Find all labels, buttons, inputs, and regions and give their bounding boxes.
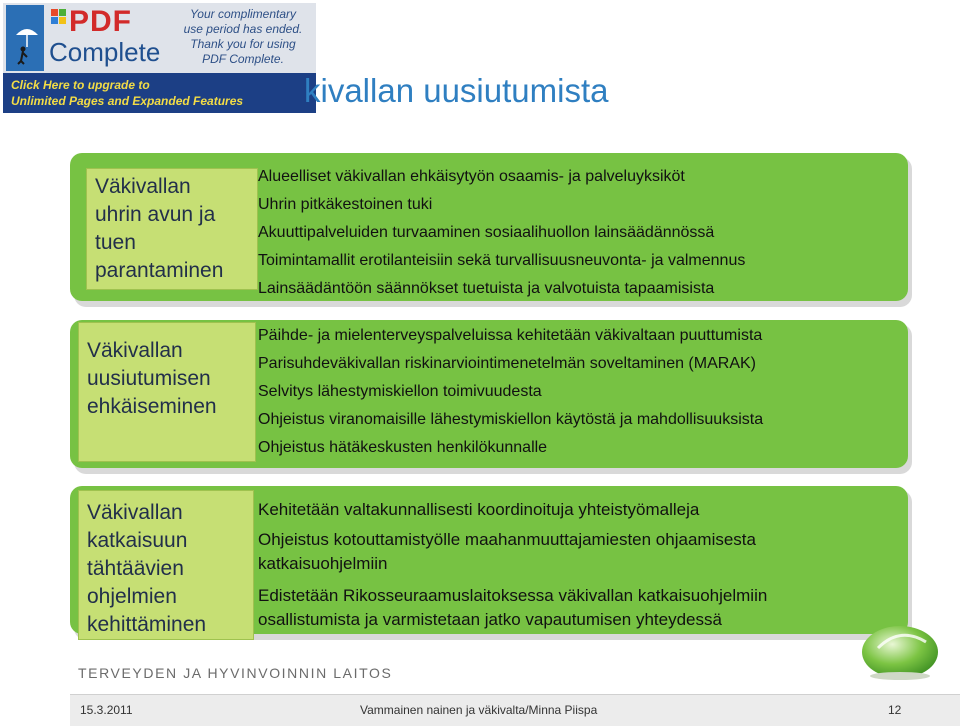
section-items-3 — [258, 498, 767, 632]
organization-name: TERVEYDEN JA HYVINVOINNIN LAITOS — [78, 665, 393, 681]
section-label-1 — [86, 168, 258, 290]
page-number: 12 — [888, 703, 902, 717]
list-item: Akuuttipalveluiden turvaaminen sosiaalihuollon lainsäädännössä — [258, 224, 715, 241]
section-label-3 — [78, 490, 254, 640]
list-item: Kehitetään valtakunnallisesti koordinoituja yhteistyömalleja — [258, 500, 700, 519]
label-line: Väkivallan — [87, 339, 183, 362]
label-line: Väkivallan — [95, 175, 191, 198]
list-item: Edistetään Rikosseuraamuslaitoksessa väkivallan katkaisuohjelmiin — [258, 586, 768, 605]
label-line: Väkivallan — [87, 501, 183, 524]
slide-title: kivallan uusiutumista — [304, 72, 609, 109]
label-line: ohjelmien — [87, 585, 177, 608]
list-item: Ohjeistus viranomaisille lähestymiskiellon käytöstä ja mahdollisuuksista — [258, 411, 764, 428]
list-item: Selvitys lähestymiskiellon toimivuudesta — [258, 383, 542, 400]
green-orb-logo — [856, 612, 944, 682]
brand-complete: Complete — [49, 37, 161, 67]
notice-line: use period has ended. — [183, 22, 303, 36]
list-item: Päihde- ja mielenterveyspalveluissa kehitetään väkivaltaan puuttumista — [258, 327, 763, 344]
list-item: Ohjeistus kotouttamistyölle maahanmuuttajamiesten ohjaamisesta — [258, 530, 756, 549]
footer-text: Vammainen nainen ja väkivalta/Minna Piispa — [360, 703, 598, 717]
section-label-2 — [78, 322, 256, 462]
label-line: uhrin avun ja — [95, 203, 216, 226]
list-item: Ohjeistus hätäkeskusten henkilökunnalle — [258, 439, 548, 456]
brand-pdf: PDF — [69, 5, 132, 38]
section-items-1 — [258, 163, 745, 303]
label-line: tuen — [95, 231, 136, 254]
list-item: Parisuhdeväkivallan riskinarviointimenetelmän soveltaminen (MARAK) — [258, 355, 756, 372]
label-line: ehkäiseminen — [87, 395, 217, 418]
notice-line: Thank you for using — [190, 37, 296, 51]
cta-line[interactable]: Unlimited Pages and Expanded Features — [11, 94, 244, 108]
list-item: katkaisuohjelmiin — [258, 554, 388, 573]
label-line: parantaminen — [95, 259, 224, 282]
list-item: osallistumista ja varmistetaan jatko vapautumisen yhteydessä — [258, 610, 722, 629]
notice-line: PDF Complete. — [202, 52, 284, 66]
label-line: katkaisuun — [87, 529, 188, 552]
list-item: Uhrin pitkäkestoinen tuki — [258, 196, 433, 213]
windows-flag-icon — [51, 9, 67, 25]
section-items-2 — [258, 322, 763, 462]
notice-line: Your complimentary — [189, 7, 297, 21]
label-line: uusiutumisen — [87, 367, 211, 390]
label-line: kehittäminen — [87, 613, 207, 636]
list-item: Alueelliset väkivallan ehkäisytyön osaamis- ja palveluyksiköt — [258, 168, 685, 185]
footer-date: 15.3.2011 — [80, 703, 133, 717]
upgrade-link[interactable] — [3, 73, 316, 113]
list-item: Toimintamallit erotilanteisiin sekä turvallisuusneuvonta- ja valmennus — [258, 252, 746, 269]
pdf-complete-logo — [6, 5, 44, 71]
upgrade-banner[interactable] — [3, 3, 316, 113]
cta-line[interactable]: Click Here to upgrade to — [11, 78, 150, 92]
label-line: tähtäävien — [87, 557, 184, 580]
trial-notice — [173, 7, 313, 67]
umbrella-figure-icon — [14, 25, 40, 65]
list-item: Lainsäädäntöön säännökset tuetuista ja valvotuista tapaamisista — [258, 280, 715, 297]
